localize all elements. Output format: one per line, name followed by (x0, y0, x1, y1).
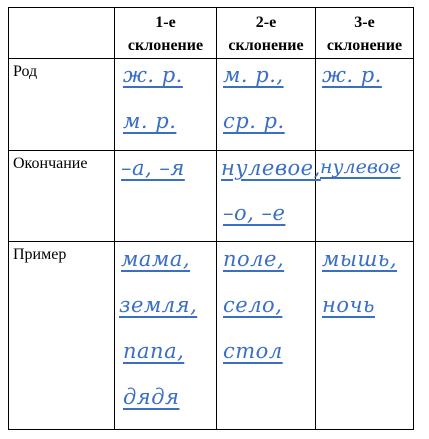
example-first-line-3: папа, (123, 339, 185, 363)
example-second-line-1: поле, (223, 247, 285, 271)
example-row (9, 242, 414, 430)
ending-third-line-1: нулевое (320, 156, 401, 178)
header-first-declension-number: 1-е (155, 14, 176, 31)
example-first-line-2: земля, (119, 293, 198, 317)
header-second-declension (217, 8, 316, 59)
gender-row-label: Род (9, 59, 115, 151)
ending-second-declension-cell (217, 151, 321, 242)
ending-row-label: Окончание (9, 151, 115, 242)
ending-first-declension-cell (115, 151, 217, 242)
ending-second-line-2: –о, –е (223, 201, 286, 225)
ending-second-line-1: нулевое, (221, 156, 321, 180)
ending-row (9, 151, 414, 242)
declension-table-container (8, 7, 414, 430)
example-first-line-1: мама, (121, 247, 191, 271)
gender-second-line-2: ср. р. (223, 109, 285, 133)
header-third-declension (316, 8, 414, 59)
example-second-line-3: стол (223, 339, 283, 363)
example-third-declension-cell (316, 242, 414, 430)
declension-table (8, 7, 414, 430)
corner-cell (9, 8, 115, 59)
header-third-declension-word: склонение (326, 37, 403, 54)
example-first-line-4: дядя (123, 385, 180, 409)
header-second-declension-number: 2-е (255, 14, 277, 31)
example-second-declension-cell (217, 242, 316, 430)
example-third-line-2: ночь (322, 293, 375, 317)
header-row (9, 8, 414, 59)
header-third-declension-number: 3-е (354, 14, 375, 31)
example-third-line-1: мышь, (322, 247, 398, 271)
header-second-declension-word: склонение (228, 37, 304, 54)
ending-first-line-1: –а, –я (121, 156, 185, 180)
gender-third-declension-cell (316, 59, 414, 151)
header-first-declension (115, 8, 217, 59)
gender-row (9, 59, 414, 151)
gender-first-line-1: ж. р. (123, 63, 183, 87)
example-row-label: Пример (9, 242, 115, 430)
gender-second-declension-cell (217, 59, 316, 151)
example-second-line-2: село, (223, 293, 283, 317)
gender-first-declension-cell (115, 59, 217, 151)
gender-third-line-1: ж. р. (322, 63, 382, 87)
gender-second-line-1: м. р., (223, 63, 284, 87)
header-first-declension-word: склонение (127, 37, 204, 54)
ending-third-declension-cell (316, 151, 414, 242)
gender-first-line-2: м. р. (123, 109, 177, 133)
example-first-declension-cell (115, 242, 217, 430)
